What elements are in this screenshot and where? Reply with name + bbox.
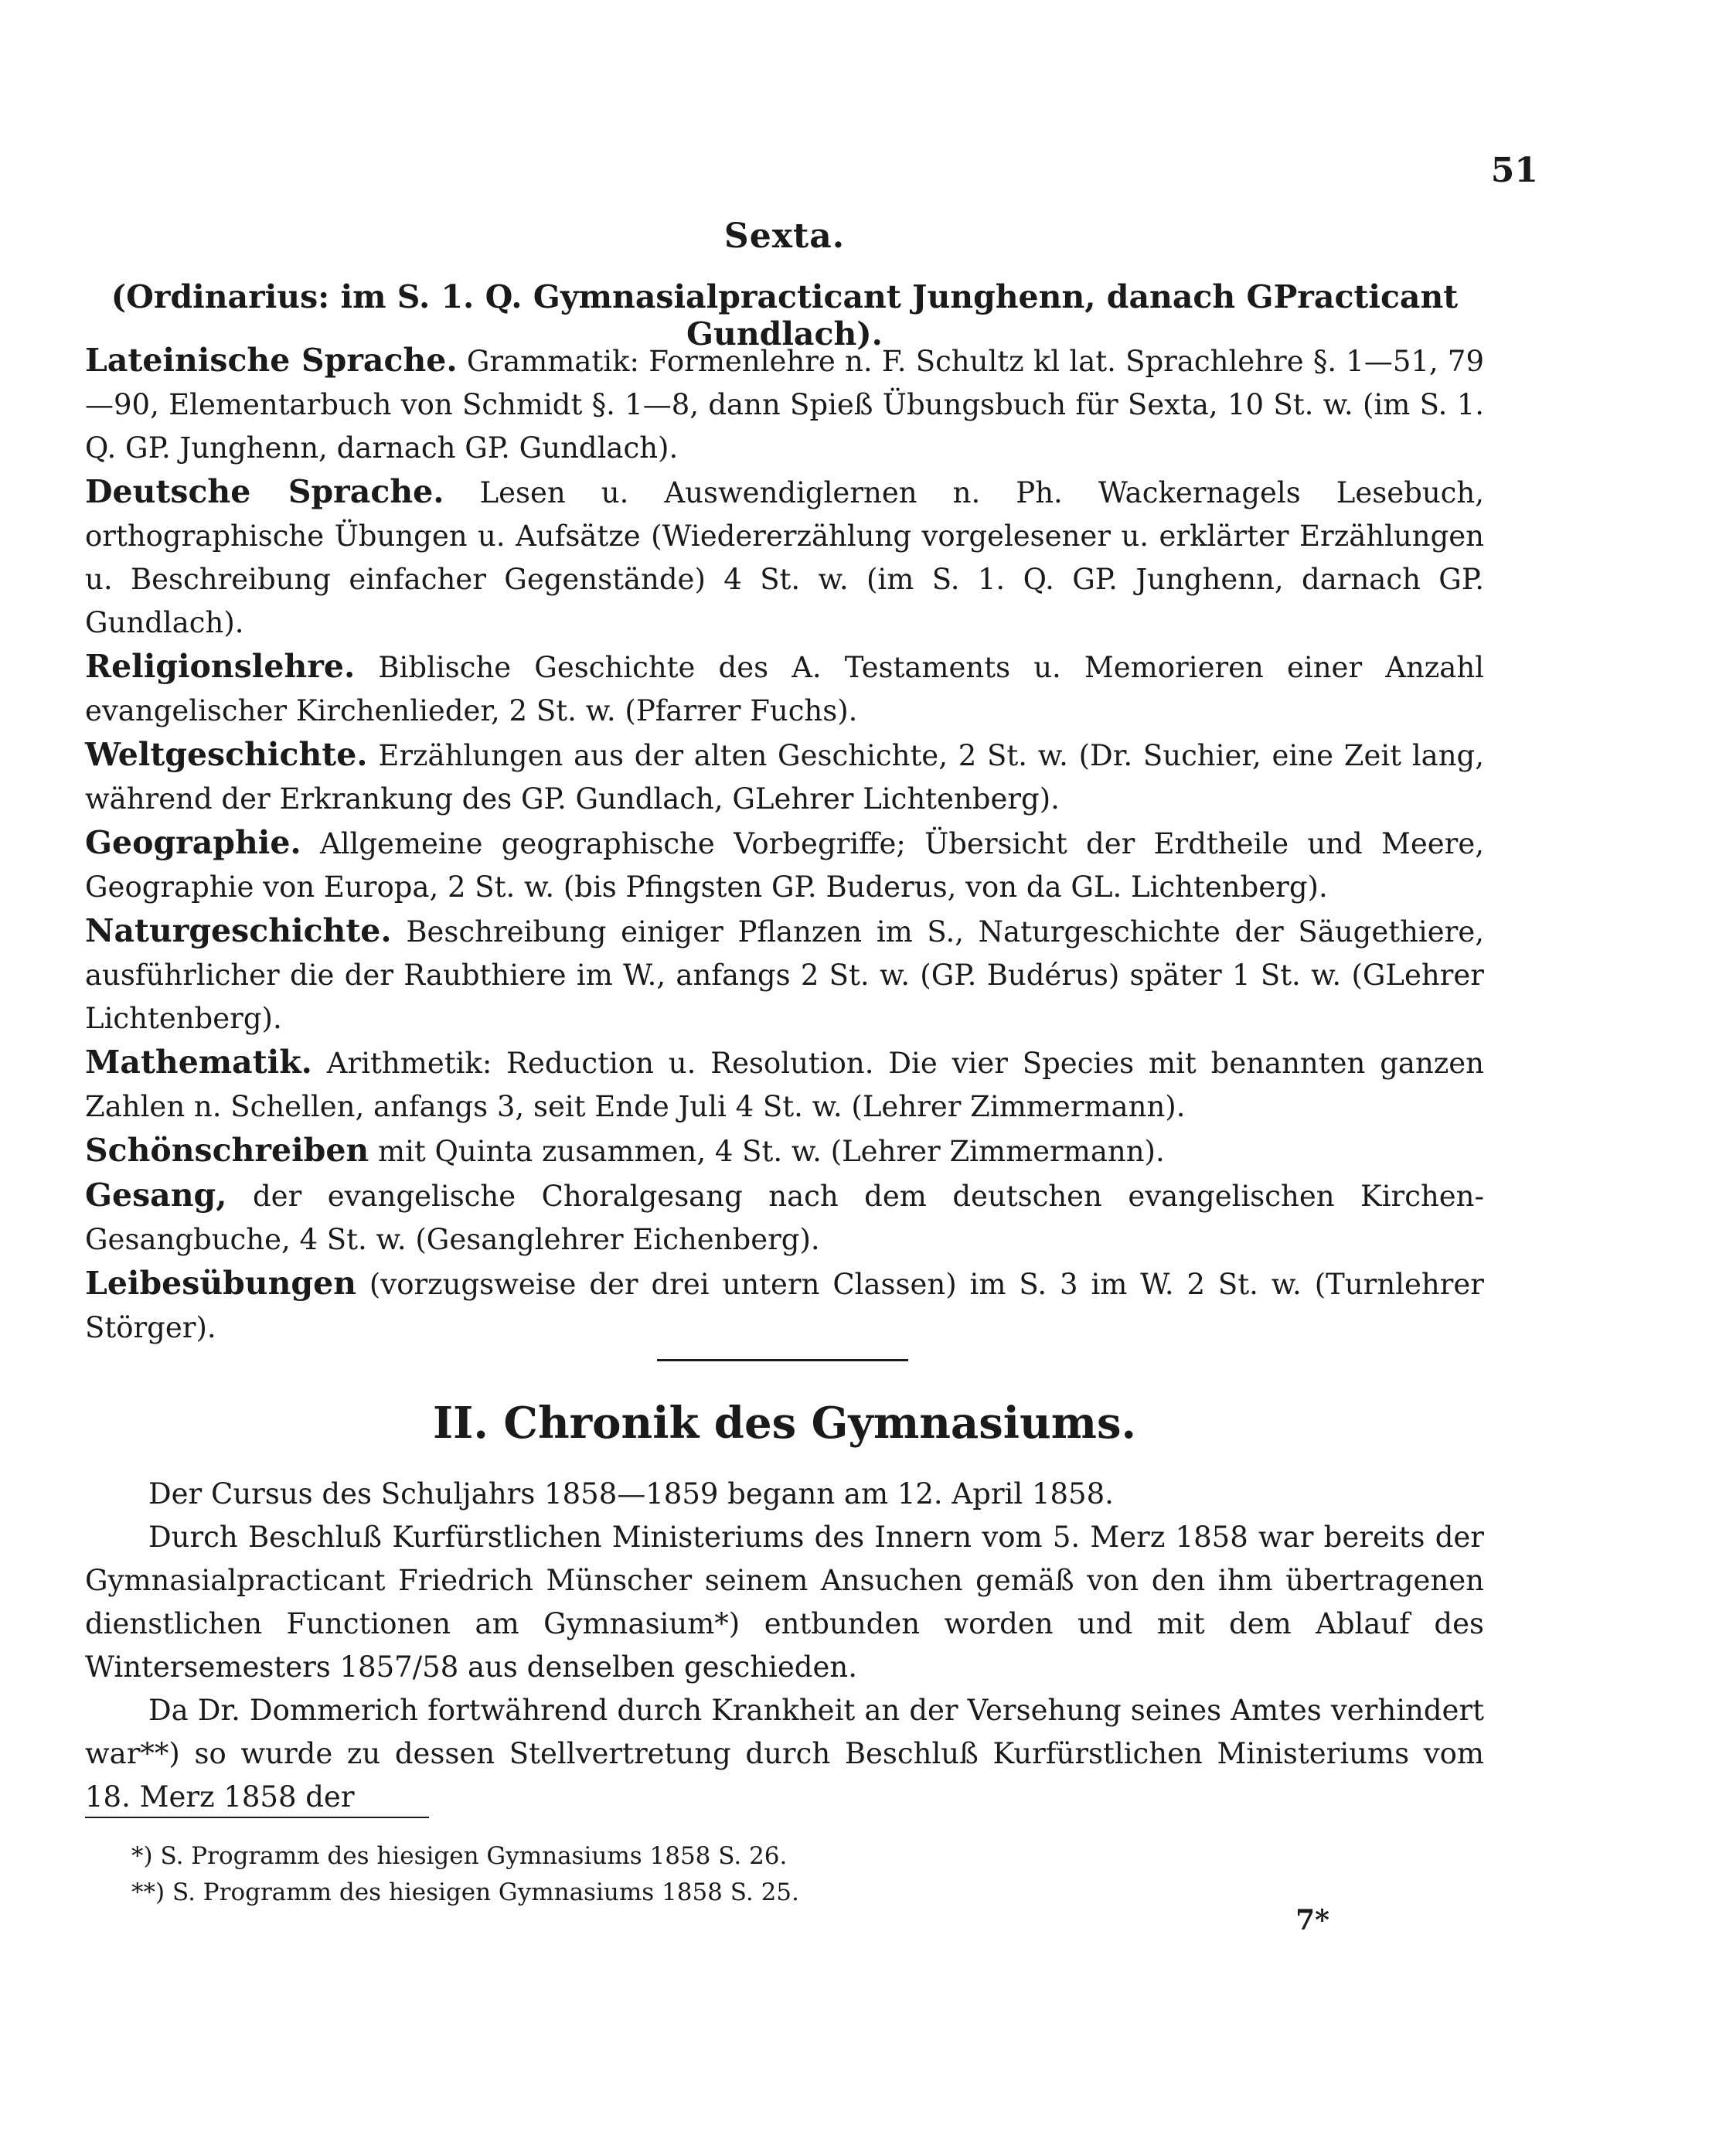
chronicle-text: [85, 1473, 1484, 1819]
footnote: **) S. Programm des hiesigen Gymnasiums 1858 S. 25.: [131, 1878, 799, 1906]
subject-label: Geographie.: [85, 824, 301, 861]
subject-text: mit Quinta zusammen, 4 St. w. (Lehrer Zimmermann).: [377, 1135, 1165, 1168]
chronicle-paragraph: Durch Beschluß Kurfürstlichen Ministeriums des Innern vom 5. Merz 1858 war bereits der Gymnasialpracticant Friedrich Münscher seinem Ansuchen gemäß von den ihm übertragenen dienstlichen Functionen am Gymnasium*) entbunden worden und mit dem Ablauf des Wintersemesters 1857/58 aus denselben geschieden.: [85, 1521, 1484, 1684]
subject-german: [85, 470, 1484, 645]
signature-mark: 7*: [1295, 1904, 1329, 1936]
subject-label: Schönschreiben: [85, 1132, 369, 1169]
subject-list: [85, 339, 1484, 1350]
page-number: 51: [1490, 151, 1538, 190]
subject-calligraphy: [85, 1129, 1484, 1173]
class-heading: Sexta.: [723, 216, 846, 256]
subject-history: [85, 733, 1484, 821]
subject-label: Lateinische Sprache.: [85, 342, 458, 379]
subject-text: Beschreibung einiger Pflanzen im S., Naturgeschichte der Säugethiere, ausführlicher die der Raubthiere im W., anfangs 2 St. w. (GP. Budérus) später 1 St. w. (GLehrer Lichtenberg).: [85, 915, 1484, 1035]
footnote: *) S. Programm des hiesigen Gymnasiums 1858 S. 26.: [131, 1842, 788, 1870]
subject-text: Lesen u. Auswendiglernen n. Ph. Wackernagels Lesebuch, orthographische Übungen u. Aufsätze (Wiedererzählung vorgelesener u. erklärter Erzählungen u. Beschreibung einfacher Gegenstände) 4 St. w. (im S. 1. Q. GP. Junghenn, darnach GP. Gundlach).: [85, 476, 1484, 639]
subject-mathematics: [85, 1041, 1484, 1129]
ordinarius-line: (Ordinarius: im S. 1. Q. Gymnasialpracticant Junghenn, danach GPracticant Gundlach).: [111, 278, 1459, 353]
subject-label: Deutsche Sprache.: [85, 473, 444, 510]
subject-religion: [85, 645, 1484, 733]
subject-label: Naturgeschichte.: [85, 912, 392, 949]
chronicle-paragraph: Da Dr. Dommerich fortwährend durch Krankheit an der Versehung seines Amtes verhindert war**) so wurde zu dessen Stellvertretung durch Beschluß Kurfürstlichen Ministeriums vom 18. Merz 1858 der: [85, 1694, 1484, 1814]
footnote-rule: [85, 1817, 429, 1818]
subject-label: Weltgeschichte.: [85, 736, 368, 773]
subject-text: Grammatik: Formenlehre n. F. Schultz kl lat. Sprachlehre §. 1—51, 79—90, Elementarbuch von Schmidt §. 1—8, dann Spieß Übungsbuch für Sexta, 10 St. w. (im S. 1. Q. GP. Junghenn, darnach GP. Gundlach).: [85, 345, 1484, 465]
subject-gymnastics: [85, 1262, 1484, 1350]
chronicle-paragraph: Der Cursus des Schuljahrs 1858—1859 begann am 12. April 1858.: [148, 1477, 1114, 1511]
subject-text: Biblische Geschichte des A. Testaments u. Memorieren einer Anzahl evangelischer Kirchenlieder, 2 St. w. (Pfarrer Fuchs).: [85, 651, 1485, 727]
footnotes: [131, 1838, 1368, 1911]
section-divider: [657, 1359, 908, 1361]
subject-geography: [85, 821, 1484, 909]
subject-latin: [85, 339, 1484, 470]
subject-text: Allgemeine geographische Vorbegriffe; Übersicht der Erdtheile und Meere, Geographie von Europa, 2 St. w. (bis Pfingsten GP. Buderus, von da GL. Lichtenberg).: [85, 827, 1484, 904]
subject-natural-history: [85, 909, 1484, 1041]
subject-label: Mathematik.: [85, 1044, 312, 1081]
subject-singing: [85, 1173, 1484, 1262]
section-title: II. Chronik des Gymnasiums.: [432, 1398, 1137, 1449]
subject-text: der evangelische Choralgesang nach dem deutschen evangelischen Kirchen-Gesangbuche, 4 St. w. (Gesanglehrer Eichenberg).: [85, 1180, 1485, 1256]
subject-label: Religionslehre.: [85, 648, 356, 685]
subject-text: Erzählungen aus der alten Geschichte, 2 St. w. (Dr. Suchier, eine Zeit lang, während der Erkrankung des GP. Gundlach, GLehrer Lichtenberg).: [85, 739, 1484, 816]
subject-label: Leibesübungen: [85, 1265, 356, 1302]
subject-text: (vorzugsweise der drei untern Classen) im S. 3 im W. 2 St. w. (Turnlehrer Störger).: [85, 1268, 1484, 1344]
subject-label: Gesang,: [85, 1177, 227, 1214]
subject-text: Arithmetik: Reduction u. Resolution. Die vier Species mit benannten ganzen Zahlen n. Schellen, anfangs 3, seit Ende Juli 4 St. w. (Lehrer Zimmermann).: [85, 1047, 1485, 1123]
